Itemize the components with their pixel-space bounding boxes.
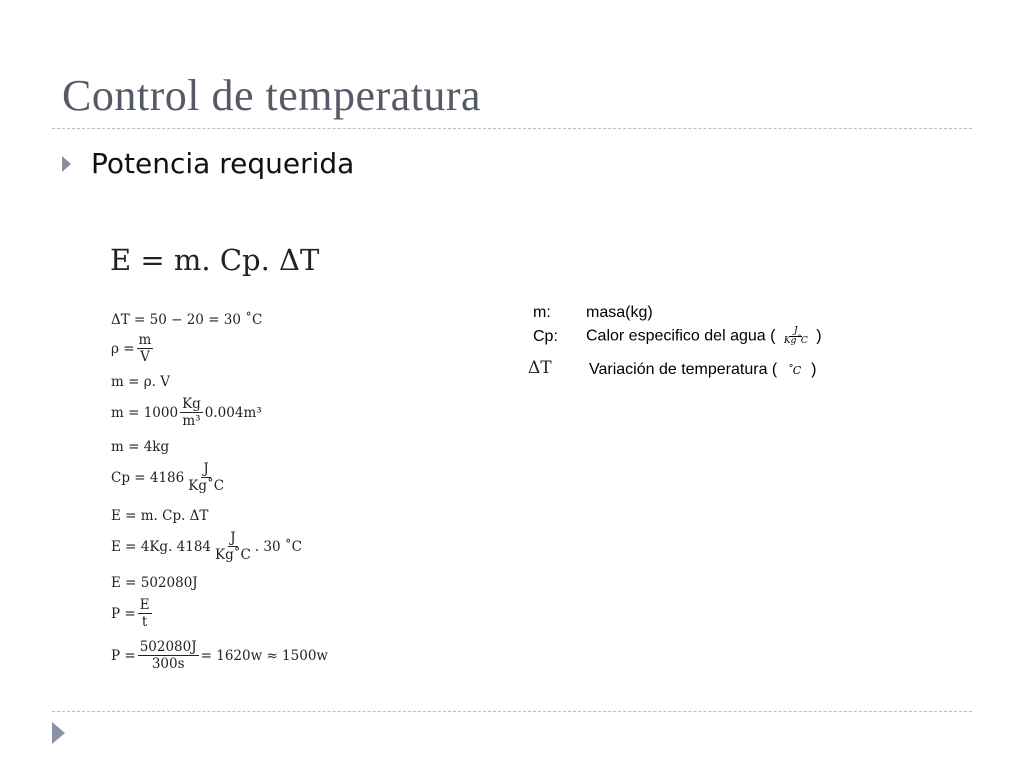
slide-title: Control de temperatura (62, 71, 482, 120)
bullet-item (62, 147, 354, 180)
fraction-numerator: J (230, 530, 236, 546)
equation-text: ΔT = 50 − 20 = 30 ˚C (111, 312, 263, 328)
fraction-numerator: 502080J (139, 639, 197, 655)
equation-text: P = (111, 647, 136, 664)
fraction-numerator: J (203, 461, 209, 477)
fraction (138, 640, 199, 671)
equation-text: . 30 ˚C (254, 538, 302, 555)
unit-fraction (780, 327, 812, 346)
equation-text: m = 1000 (111, 404, 179, 421)
bullet-text: Potencia requerida (91, 147, 355, 180)
fraction (186, 462, 226, 493)
equation-text: m = ρ. V (111, 374, 170, 390)
equation-power-calc (111, 640, 328, 671)
legend-text: masa(kg) (586, 304, 653, 321)
equation-delta-t (111, 312, 262, 328)
equation-mass-formula (111, 374, 170, 390)
equation-text: m = 4kg (111, 439, 170, 455)
equation-text: = 1620w ≈ 1500w (200, 647, 328, 664)
legend-text: Calor especifico del agua ( (586, 327, 776, 345)
fraction-denominator: t (141, 614, 148, 631)
next-slide-icon[interactable] (52, 722, 65, 744)
legend-text: ) (811, 361, 817, 378)
fraction-numerator: E (139, 597, 150, 613)
legend-text: ) (816, 327, 822, 345)
equation-power-formula (111, 598, 154, 629)
unit-text: ˚C (787, 364, 802, 377)
fraction (137, 333, 154, 364)
equation-energy-formula (111, 508, 208, 524)
fraction (180, 397, 203, 428)
fraction-denominator: V (140, 349, 150, 366)
footer-divider (52, 711, 972, 712)
equation-energy-calc (111, 531, 302, 562)
equation-mass-calc (111, 397, 262, 428)
fraction (138, 598, 152, 629)
title-divider (52, 128, 972, 129)
fraction-denominator: Kg˚C (188, 478, 225, 495)
equation-density (111, 333, 155, 364)
equation-text: E = 502080J (111, 575, 198, 591)
legend-key: Cp: (533, 327, 558, 345)
equation-text: P = (111, 605, 136, 622)
equation-text: E = m. Cp. ΔT (111, 508, 209, 524)
fraction-denominator: 300s (151, 656, 185, 673)
legend-key: m: (533, 304, 551, 321)
equation-text: 0.004m³ (204, 404, 262, 421)
triangle-bullet-icon (62, 156, 71, 172)
equation-text: E = 4Kg. 4184 (111, 538, 212, 555)
legend-mass (533, 304, 653, 322)
main-equation: E = m. Cp. ΔT (110, 243, 320, 277)
legend-delta-t (589, 361, 817, 379)
fraction (213, 531, 253, 562)
fraction-numerator: Kg (182, 396, 201, 412)
equation-cp (111, 462, 228, 493)
fraction-numerator: m (138, 332, 152, 348)
fraction-numerator: J (790, 327, 802, 337)
fraction-denominator: m³ (182, 413, 201, 430)
delta-t-symbol: ΔT (528, 358, 552, 378)
equation-text: ρ = (111, 340, 135, 357)
equation-mass-result (111, 439, 169, 455)
equation-text: Cp = 4186 (111, 469, 185, 486)
legend-cp (533, 327, 822, 346)
equation-energy-result (111, 575, 198, 591)
legend-text: Variación de temperatura ( (589, 361, 778, 378)
fraction-denominator: Kg˚C (783, 336, 808, 346)
fraction-denominator: Kg˚C (215, 547, 251, 564)
